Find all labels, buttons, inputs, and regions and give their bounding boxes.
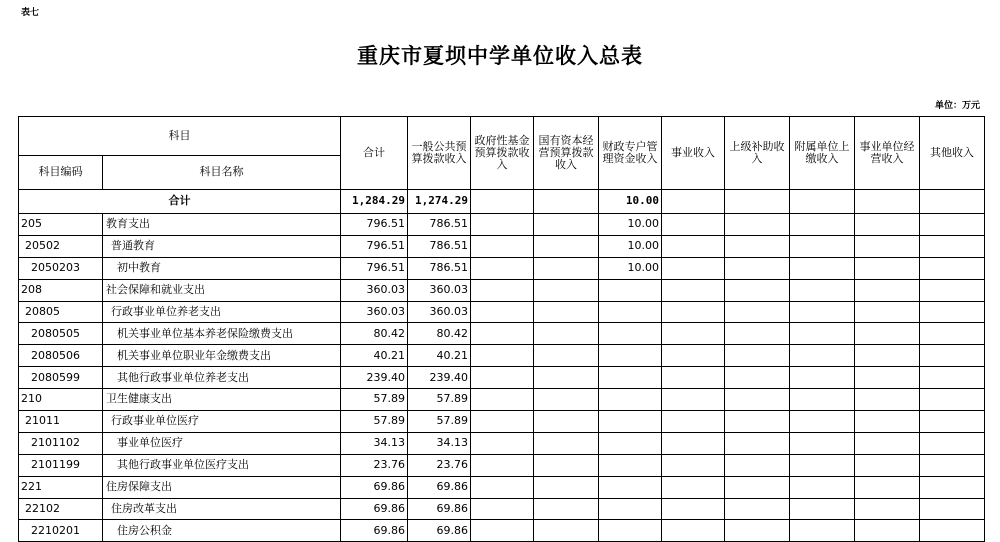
- amount-cell: [790, 454, 855, 476]
- amount-cell: [855, 345, 920, 367]
- amount-cell: [855, 214, 920, 236]
- amount-cell: [534, 432, 599, 454]
- amount-cell: 69.86: [341, 476, 408, 498]
- amount-cell: [725, 367, 790, 389]
- amount-cell: [471, 323, 534, 345]
- amount-cell: [534, 389, 599, 411]
- amount-cell: [920, 345, 985, 367]
- amount-cell: [599, 367, 662, 389]
- amount-cell: 57.89: [408, 389, 471, 411]
- table-row: [19, 301, 985, 323]
- total-cell: 1,274.29: [408, 190, 471, 214]
- amount-cell: [855, 235, 920, 257]
- amount-cell: [534, 301, 599, 323]
- amount-cell: [790, 345, 855, 367]
- amount-cell: [599, 389, 662, 411]
- amount-cell: [599, 476, 662, 498]
- amount-cell: [534, 367, 599, 389]
- amount-cell: [534, 279, 599, 301]
- subject-code-cell: 2210201: [19, 520, 103, 542]
- amount-cell: [662, 520, 725, 542]
- amount-cell: 786.51: [408, 235, 471, 257]
- total-cell: [725, 190, 790, 214]
- subject-name-cell: 初中教育: [103, 257, 341, 279]
- amount-cell: [725, 520, 790, 542]
- amount-cell: [920, 279, 985, 301]
- amount-cell: [471, 214, 534, 236]
- amount-cell: [534, 454, 599, 476]
- amount-cell: [534, 214, 599, 236]
- header-col-business-income: 事业收入: [662, 117, 725, 190]
- amount-cell: [920, 367, 985, 389]
- amount-cell: 57.89: [341, 411, 408, 433]
- amount-cell: [471, 476, 534, 498]
- subject-code-cell: 2101199: [19, 454, 103, 476]
- amount-cell: [855, 432, 920, 454]
- total-cell: 10.00: [599, 190, 662, 214]
- amount-cell: [790, 367, 855, 389]
- amount-cell: 57.89: [408, 411, 471, 433]
- subject-name-cell: 行政事业单位医疗: [103, 411, 341, 433]
- amount-cell: [599, 301, 662, 323]
- amount-cell: 360.03: [341, 301, 408, 323]
- subject-name-cell: 行政事业单位养老支出: [103, 301, 341, 323]
- amount-cell: [662, 454, 725, 476]
- header-col-affiliated-unit: 附属单位上缴收入: [790, 117, 855, 190]
- amount-cell: 360.03: [341, 279, 408, 301]
- amount-cell: [599, 323, 662, 345]
- subject-name-cell: 社会保障和就业支出: [103, 279, 341, 301]
- amount-cell: [662, 411, 725, 433]
- amount-cell: [599, 454, 662, 476]
- header-col-general-budget: 一般公共预算拨款收入: [408, 117, 471, 190]
- amount-cell: 69.86: [408, 520, 471, 542]
- amount-cell: [855, 279, 920, 301]
- amount-cell: 23.76: [408, 454, 471, 476]
- header-col-other-income: 其他收入: [920, 117, 985, 190]
- amount-cell: [599, 432, 662, 454]
- amount-cell: [790, 411, 855, 433]
- amount-cell: [534, 323, 599, 345]
- amount-cell: 796.51: [341, 235, 408, 257]
- header-col-total: 合计: [341, 117, 408, 190]
- amount-cell: [920, 257, 985, 279]
- amount-cell: [662, 432, 725, 454]
- amount-cell: 360.03: [408, 279, 471, 301]
- header-col-gov-fund: 政府性基金预算拨款收入: [471, 117, 534, 190]
- amount-cell: [662, 498, 725, 520]
- amount-cell: [662, 345, 725, 367]
- header-col-superior-subsidy: 上级补助收入: [725, 117, 790, 190]
- amount-cell: [662, 367, 725, 389]
- subject-name-cell: 教育支出: [103, 214, 341, 236]
- amount-cell: [471, 279, 534, 301]
- table-row: [19, 235, 985, 257]
- amount-cell: [662, 323, 725, 345]
- total-cell: 1,284.29: [341, 190, 408, 214]
- amount-cell: [725, 498, 790, 520]
- amount-cell: [855, 257, 920, 279]
- table-row: [19, 214, 985, 236]
- amount-cell: [599, 411, 662, 433]
- table-row: [19, 498, 985, 520]
- total-cell: [534, 190, 599, 214]
- header-col-state-capital: 国有资本经营预算拨款收入: [534, 117, 599, 190]
- subject-name-cell: 住房保障支出: [103, 476, 341, 498]
- subject-name-cell: 机关事业单位基本养老保险缴费支出: [103, 323, 341, 345]
- amount-cell: [599, 279, 662, 301]
- amount-cell: [790, 235, 855, 257]
- subject-code-cell: 205: [19, 214, 103, 236]
- amount-cell: [662, 257, 725, 279]
- amount-cell: [662, 214, 725, 236]
- amount-cell: [725, 454, 790, 476]
- amount-cell: [790, 257, 855, 279]
- subject-code-cell: 2050203: [19, 257, 103, 279]
- amount-cell: [790, 214, 855, 236]
- subject-code-cell: 21011: [19, 411, 103, 433]
- amount-cell: [855, 367, 920, 389]
- amount-cell: [534, 520, 599, 542]
- total-cell: [471, 190, 534, 214]
- total-cell: [662, 190, 725, 214]
- subject-code-cell: 2101102: [19, 432, 103, 454]
- amount-cell: [471, 411, 534, 433]
- header-col-operating-income: 事业单位经营收入: [855, 117, 920, 190]
- amount-cell: [920, 214, 985, 236]
- amount-cell: [920, 411, 985, 433]
- amount-cell: [599, 345, 662, 367]
- subject-code-cell: 22102: [19, 498, 103, 520]
- amount-cell: 80.42: [341, 323, 408, 345]
- amount-cell: [920, 520, 985, 542]
- amount-cell: 69.86: [341, 520, 408, 542]
- amount-cell: [471, 345, 534, 367]
- amount-cell: [725, 389, 790, 411]
- amount-cell: [599, 498, 662, 520]
- total-cell: [855, 190, 920, 214]
- amount-cell: [920, 476, 985, 498]
- amount-cell: [855, 498, 920, 520]
- subject-code-cell: 2080599: [19, 367, 103, 389]
- subject-code-cell: 221: [19, 476, 103, 498]
- total-row: [19, 190, 985, 214]
- amount-cell: 34.13: [408, 432, 471, 454]
- amount-cell: [662, 235, 725, 257]
- subject-name-cell: 普通教育: [103, 235, 341, 257]
- amount-cell: 23.76: [341, 454, 408, 476]
- amount-cell: [855, 411, 920, 433]
- amount-cell: [790, 279, 855, 301]
- amount-cell: [855, 389, 920, 411]
- amount-cell: [534, 235, 599, 257]
- subject-code-cell: 208: [19, 279, 103, 301]
- table-row: [19, 454, 985, 476]
- header-subject-name: 科目名称: [103, 156, 341, 190]
- amount-cell: [790, 498, 855, 520]
- amount-cell: [920, 323, 985, 345]
- amount-cell: 796.51: [341, 214, 408, 236]
- amount-cell: [471, 520, 534, 542]
- total-cell: [790, 190, 855, 214]
- amount-cell: [725, 235, 790, 257]
- amount-cell: [534, 257, 599, 279]
- table-row: [19, 432, 985, 454]
- amount-cell: [790, 476, 855, 498]
- amount-cell: [855, 520, 920, 542]
- subject-name-cell: 住房公积金: [103, 520, 341, 542]
- table-row: [19, 279, 985, 301]
- table-row: [19, 367, 985, 389]
- amount-cell: [920, 389, 985, 411]
- amount-cell: [471, 301, 534, 323]
- amount-cell: [790, 520, 855, 542]
- income-summary-table: [18, 116, 985, 542]
- subject-code-cell: 20805: [19, 301, 103, 323]
- amount-cell: [471, 498, 534, 520]
- header-subject-code: 科目编码: [19, 156, 103, 190]
- amount-cell: [790, 432, 855, 454]
- amount-cell: [471, 454, 534, 476]
- amount-cell: 10.00: [599, 214, 662, 236]
- amount-cell: 239.40: [408, 367, 471, 389]
- amount-cell: [725, 476, 790, 498]
- amount-cell: [662, 279, 725, 301]
- subject-name-cell: 住房改革支出: [103, 498, 341, 520]
- amount-cell: [725, 411, 790, 433]
- unit-label: 单位：万元: [934, 101, 980, 111]
- subject-name-cell: 卫生健康支出: [103, 389, 341, 411]
- amount-cell: [534, 476, 599, 498]
- table-row: [19, 345, 985, 367]
- amount-cell: [855, 476, 920, 498]
- header-subject: 科目: [19, 117, 341, 156]
- subject-name-cell: 事业单位医疗: [103, 432, 341, 454]
- amount-cell: [920, 498, 985, 520]
- subject-name-cell: 其他行政事业单位养老支出: [103, 367, 341, 389]
- table-row: [19, 476, 985, 498]
- subject-code-cell: 210: [19, 389, 103, 411]
- amount-cell: [725, 214, 790, 236]
- amount-cell: [662, 476, 725, 498]
- amount-cell: 69.86: [408, 476, 471, 498]
- subject-name-cell: 机关事业单位职业年金缴费支出: [103, 345, 341, 367]
- amount-cell: [534, 498, 599, 520]
- amount-cell: 40.21: [408, 345, 471, 367]
- amount-cell: [920, 432, 985, 454]
- amount-cell: [534, 345, 599, 367]
- total-cell: [920, 190, 985, 214]
- table-row: [19, 257, 985, 279]
- header-col-fiscal-account: 财政专户管理资金收入: [599, 117, 662, 190]
- amount-cell: 34.13: [341, 432, 408, 454]
- amount-cell: [471, 257, 534, 279]
- amount-cell: 69.86: [408, 498, 471, 520]
- amount-cell: [725, 432, 790, 454]
- amount-cell: [790, 323, 855, 345]
- amount-cell: [471, 235, 534, 257]
- amount-cell: [725, 257, 790, 279]
- amount-cell: [725, 279, 790, 301]
- amount-cell: [471, 367, 534, 389]
- amount-cell: 786.51: [408, 214, 471, 236]
- amount-cell: [790, 301, 855, 323]
- table-row: [19, 520, 985, 542]
- amount-cell: [471, 432, 534, 454]
- amount-cell: [855, 301, 920, 323]
- amount-cell: [599, 520, 662, 542]
- amount-cell: [662, 389, 725, 411]
- amount-cell: [725, 301, 790, 323]
- table-row: [19, 389, 985, 411]
- total-label: 合计: [19, 190, 341, 214]
- amount-cell: 57.89: [341, 389, 408, 411]
- amount-cell: 239.40: [341, 367, 408, 389]
- amount-cell: [920, 235, 985, 257]
- amount-cell: 360.03: [408, 301, 471, 323]
- amount-cell: [790, 389, 855, 411]
- amount-cell: 10.00: [599, 235, 662, 257]
- subject-name-cell: 其他行政事业单位医疗支出: [103, 454, 341, 476]
- amount-cell: 796.51: [341, 257, 408, 279]
- page-title: 重庆市夏坝中学单位收入总表: [357, 43, 643, 68]
- amount-cell: 80.42: [408, 323, 471, 345]
- table-number: 表七: [21, 8, 40, 18]
- table-row: [19, 411, 985, 433]
- amount-cell: 40.21: [341, 345, 408, 367]
- table-row: [19, 323, 985, 345]
- amount-cell: [855, 323, 920, 345]
- amount-cell: 786.51: [408, 257, 471, 279]
- amount-cell: [855, 454, 920, 476]
- amount-cell: [920, 301, 985, 323]
- subject-code-cell: 2080505: [19, 323, 103, 345]
- amount-cell: [725, 323, 790, 345]
- amount-cell: [534, 411, 599, 433]
- amount-cell: 10.00: [599, 257, 662, 279]
- amount-cell: 69.86: [341, 498, 408, 520]
- amount-cell: [725, 345, 790, 367]
- subject-code-cell: 20502: [19, 235, 103, 257]
- amount-cell: [920, 454, 985, 476]
- amount-cell: [471, 389, 534, 411]
- subject-code-cell: 2080506: [19, 345, 103, 367]
- amount-cell: [662, 301, 725, 323]
